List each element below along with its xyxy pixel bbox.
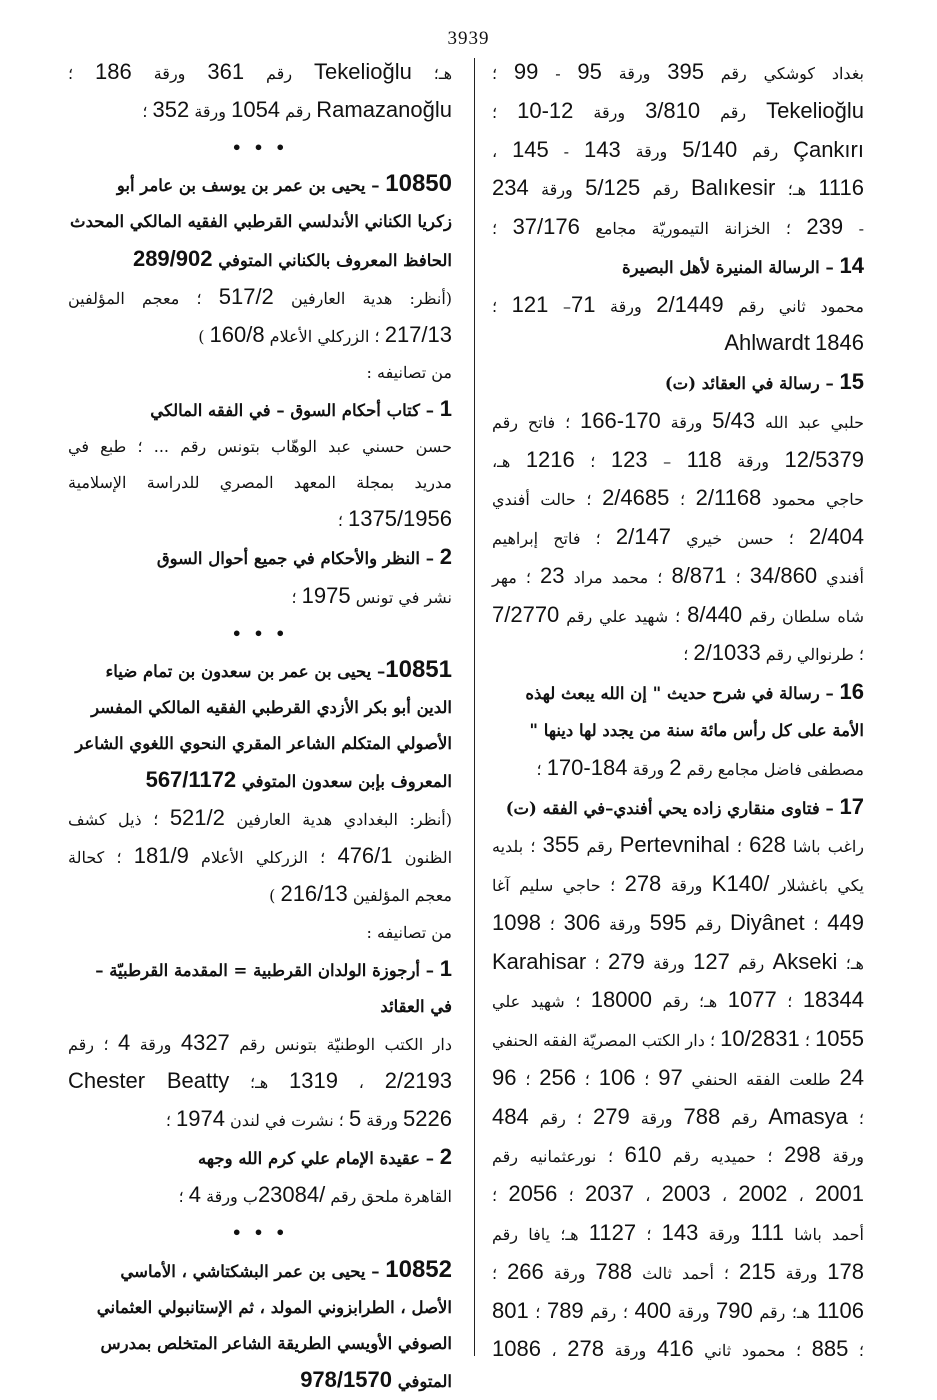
text-line: 1055 ؛ 10/2831 ؛ دار الكتب المصريّة الفقه الحنفي: [492, 1026, 865, 1052]
text-line: من تصانيفه :: [366, 922, 452, 942]
text-line: حلبي عبد الله 5/43 ورقة 166-170 ؛ فاتح رقم: [492, 407, 865, 433]
text-line: نشر في تونس 1975 ؛: [291, 582, 452, 608]
text-line: الظنون 476/1 ؛ الزركلي الأعلام 181/9 ؛ كحالة: [68, 843, 453, 869]
text-line: 2/2193 ، 1319 هـ؛ Chester Beatty: [68, 1067, 453, 1093]
text-line: يكي باغشلار 140/K ورقة 278 ؛ حاجي سليم آغا: [492, 871, 864, 897]
text-line: معجم المؤلفين 216/13 ): [269, 881, 452, 907]
entry-separator: • • •: [231, 1223, 289, 1243]
heading-line: الصوفي الأويسي الطريقة الشاعر المتخلص بمدرس: [100, 1333, 452, 1353]
text-line: 5226 ورقة 5 ؛ نشرت في لندن 1974 ؛: [165, 1106, 452, 1132]
heading-line: الدين أبو بكر الأزدي القرطبي الفقيه المالكي المفسر: [91, 697, 452, 717]
heading-line: في العقائد: [380, 996, 452, 1016]
heading-line: الأصل ، الطرابزوني المولد ، ثم الإستانبولي العثماني: [96, 1297, 452, 1317]
left-column: [68, 54, 452, 1400]
heading-line: 1 – كتاب أحكام السوق – في الفقه المالكي: [150, 395, 452, 421]
text-line: 12/5379 ورقة 118 – 123 ؛ 1216 هـ،: [492, 446, 865, 472]
text-line: 449 ؛ Diyânet رقم 595 ورقة 306 ؛ 1098: [492, 909, 864, 935]
text-line: أحمد باشا 111 ورقة 143 ؛ 1127 هـ؛ يافا رقم: [492, 1219, 865, 1245]
heading-line: 2 – عقيدة الإمام علي كرم الله وجهه: [197, 1144, 452, 1170]
heading-line: 14 – الرسالة المنيرة لأهل البصيرة: [622, 252, 864, 278]
text-line: أفندي 34/860 ؛ 8/871 ؛ محمد مراد 23 ؛ مهر: [492, 562, 865, 588]
text-line: ؛ Amasya رقم 788 ورقة 279 ؛ رقم 484: [492, 1103, 864, 1129]
right-column: [492, 54, 864, 1370]
text-line: ورقة 298 ؛ حميديه رقم 610 ؛ نورعثمانيه رقم: [492, 1142, 865, 1168]
text-line: (أنظر: هدية العارفين 517/2 ؛ معجم المؤلفين: [68, 283, 453, 309]
page-number: 3939: [447, 28, 490, 49]
text-line: 2/404 ؛ حسن خيري 2/147 ؛ فاتح إبراهيم: [492, 524, 865, 550]
text-line: ؛ 885 ؛ محمود ثاني 416 ورقة 278 ، 1086: [492, 1336, 865, 1362]
heading-line: الأصولي المتكلم الشاعر المقري النحوي اللغوي الشاعر: [75, 733, 452, 753]
text-line: Ramazanoğlu رقم 1054 ورقة 352 ؛: [142, 97, 452, 123]
text-line: دار الكتب الوطنيّة بتونس رقم 4327 ورقة 4 ؛ رقم: [68, 1029, 453, 1055]
text-line: 24 طلعت الفقه الحنفي 97 ؛ 106 ؛ 256 ؛ 96: [492, 1064, 864, 1090]
text-line: مصطفى فاضل مجامع رقم 2 ورقة 170-184 ؛: [536, 754, 864, 780]
text-line: Tekelioğlu رقم 3/810 ورقة 10-12 ؛: [492, 97, 864, 123]
text-line: 1846 Ahlwardt: [724, 330, 864, 356]
text-line: 1116 هـ؛ Balıkesir رقم 5/125 ورقة 234: [492, 175, 865, 201]
heading-line: 16 – رسالة في شرح حديث " إن الله يبعث لهذه: [525, 679, 864, 705]
text-line: هـ؛ Akseki رقم 127 ورقة 279 ؛ Karahisar: [492, 948, 864, 974]
text-line: 1106 هـ؛ رقم 790 ورقة 400 ؛ رقم 789 ؛ 801: [492, 1297, 864, 1323]
heading-line: المتوفي 978/1570: [300, 1366, 452, 1392]
text-line: 178 ورقة 215 ؛ أحمد ثالث 788 ورقة 266 ؛: [492, 1258, 864, 1284]
text-line: من تصانيفه :: [366, 362, 452, 382]
text-line: شاه سلطان رقم 8/440 ؛ شهيد علي رقم 7/2770: [492, 601, 864, 627]
text-line: هـ؛ Tekelioğlu رقم 361 ورقة 186 ؛: [68, 59, 453, 84]
text-line: 2001 ، 2002 ، 2003 ، 2037 ؛ 2056 ؛: [492, 1181, 864, 1207]
text-line: محمود ثاني رقم 2/1449 ورقة 71– 121 ؛: [492, 291, 865, 317]
text-line: بغداد كوشكي رقم 395 ورقة 95 - 99 ؛: [492, 59, 864, 84]
text-line: 217/13 ؛ الزركلي الأعلام 160/8 ): [198, 321, 452, 347]
heading-line: 15 – رسالة في العقائد (ت): [664, 369, 864, 395]
heading-line: المعروف بإبن سعدون المتوفي 567/1172: [145, 767, 452, 793]
text-line: القاهرة ملحق رقم 23084/ب ورقة 4 ؛: [178, 1182, 452, 1208]
entry-separator: • • •: [231, 623, 289, 643]
entry-separator: • • •: [231, 138, 289, 158]
text-line: حسن حسني عبد الوهّاب بتونس رقم ... ؛ طبع في: [68, 437, 452, 457]
text-line: حاجي محمود 2/1168 ؛ 2/4685 ؛ حالت أفندي: [492, 485, 865, 511]
text-line: 18344 ؛ 1077 هـ؛ رقم 18000 ؛ شهيد علي: [492, 987, 864, 1013]
text-line: ؛ طرنوالي رقم 2/1033 ؛: [683, 640, 864, 666]
column-divider: [474, 58, 475, 1356]
text-line: راغب باشا 628 ؛ Pertevnihal رقم 355 ؛ بلديه: [492, 832, 865, 858]
text-line: 1375/1956 ؛: [337, 506, 452, 532]
heading-line: 2 – النظر والأحكام في جميع أحوال السوق: [156, 544, 452, 570]
heading-line: زكريا الكناني الأندلسي القرطبي الفقيه المالكي المحدث: [70, 212, 452, 232]
heading-line: 17 – فتاوى منقاري زاده يحي أفندي–في الفقه (ت): [505, 793, 864, 819]
text-line: (أنظر: البغدادي هدية العارفين 521/2 ؛ ذيل كشف: [68, 805, 452, 831]
heading-line: الحافظ المعروف بالكناني المتوفي 289/902: [132, 245, 452, 271]
heading-line: 10851– يحيى بن عمر بن سعدون بن تمام ضياء: [105, 655, 452, 683]
heading-line: 10852 – يحيى بن عمر البشكتاشي ، الأماسي: [120, 1255, 452, 1283]
text-line: مدريد بمجلة المعهد المصري للدراسة الإسلامية: [68, 473, 452, 493]
heading-line: 10850 – يحيى بن عمر بن يوسف بن عامر أبو: [116, 170, 452, 198]
heading-line: 1 – أرجوزة الولدان القرطبية = المقدمة القرطبيّة –: [95, 955, 452, 981]
text-line: Çankırı رقم 5/140 ورقة 143 - 145 ،: [492, 136, 864, 162]
text-line: - 239 ؛ الخزانة التيموريّة مجامع 37/176 ؛: [492, 214, 864, 240]
heading-line: الأمة على كل رأس مائة سنة من يجدد لها دينها ": [529, 721, 864, 741]
